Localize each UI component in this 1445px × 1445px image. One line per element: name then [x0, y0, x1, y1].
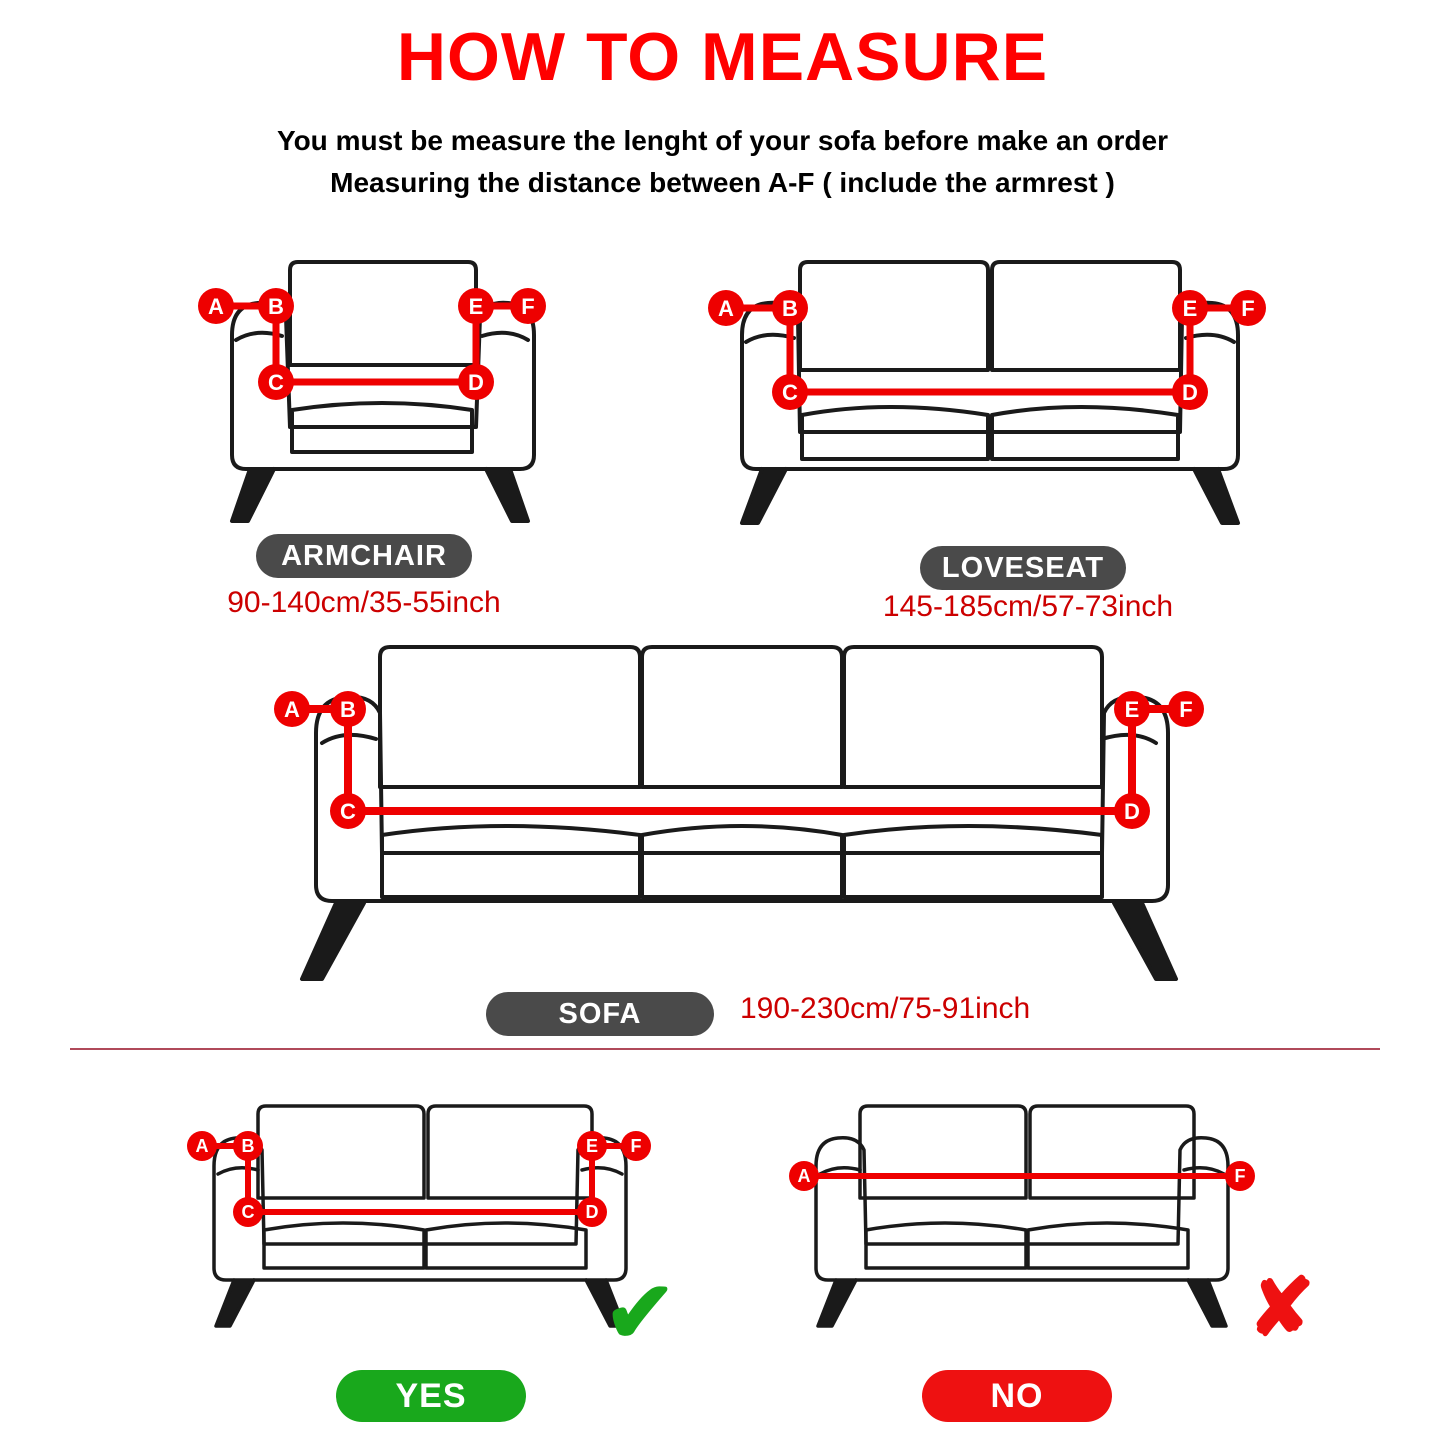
correct-measurement-diagram	[180, 1088, 660, 1328]
page-title: HOW TO MEASURE	[396, 19, 1049, 95]
cross-mark-icon: ✘	[1248, 1263, 1316, 1352]
yes-badge: YES	[336, 1370, 526, 1422]
incorrect-measurement-diagram	[778, 1088, 1268, 1328]
sofa-dimension: 190-230cm/75-91inch	[740, 992, 1031, 1025]
page-subtitle	[0, 120, 1445, 204]
loveseat-pill-label: LOVESEAT	[920, 546, 1126, 590]
svg-text:C: C	[782, 380, 798, 405]
svg-text:B: B	[340, 697, 356, 722]
svg-text:D: D	[468, 370, 484, 395]
section-divider	[70, 1048, 1380, 1050]
svg-text:E: E	[468, 294, 484, 319]
svg-text:D: D	[1124, 799, 1140, 824]
check-mark-icon: ✔	[604, 1265, 677, 1361]
subtitle-line-1: You must be measure the lenght of your sofa before make an order	[276, 125, 1168, 156]
svg-text:D: D	[1182, 380, 1198, 405]
sofa-diagram	[270, 625, 1210, 985]
svg-text:A: A	[208, 294, 224, 319]
svg-text:F: F	[630, 1136, 642, 1156]
svg-text:D: D	[585, 1202, 599, 1222]
svg-text:C: C	[340, 799, 356, 824]
svg-text:B: B	[782, 296, 798, 321]
subtitle-line-2: Measuring the distance between A-F ( include the armrest )	[330, 167, 1115, 198]
svg-text:B: B	[241, 1136, 255, 1156]
svg-text:A: A	[284, 697, 300, 722]
svg-text:E: E	[585, 1136, 599, 1156]
svg-text:C: C	[268, 370, 284, 395]
loveseat-diagram	[700, 240, 1280, 530]
svg-text:B: B	[268, 294, 284, 319]
no-badge: NO	[922, 1370, 1112, 1422]
armchair-pill-label: ARMCHAIR	[256, 534, 472, 578]
loveseat-dimension: 145-185cm/57-73inch	[882, 590, 1174, 623]
svg-text:E: E	[1182, 296, 1198, 321]
svg-text:F: F	[1179, 697, 1193, 722]
svg-text:E: E	[1124, 697, 1140, 722]
svg-text:A: A	[718, 296, 734, 321]
svg-text:F: F	[1234, 1166, 1246, 1186]
svg-text:A: A	[797, 1166, 811, 1186]
armchair-diagram	[180, 240, 580, 530]
sofa-pill-label: SOFA	[486, 992, 714, 1036]
svg-text:F: F	[521, 294, 535, 319]
svg-text:A: A	[195, 1136, 209, 1156]
svg-text:F: F	[1241, 296, 1255, 321]
armchair-dimension: 90-140cm/35-55inch	[227, 586, 501, 619]
svg-text:C: C	[241, 1202, 255, 1222]
